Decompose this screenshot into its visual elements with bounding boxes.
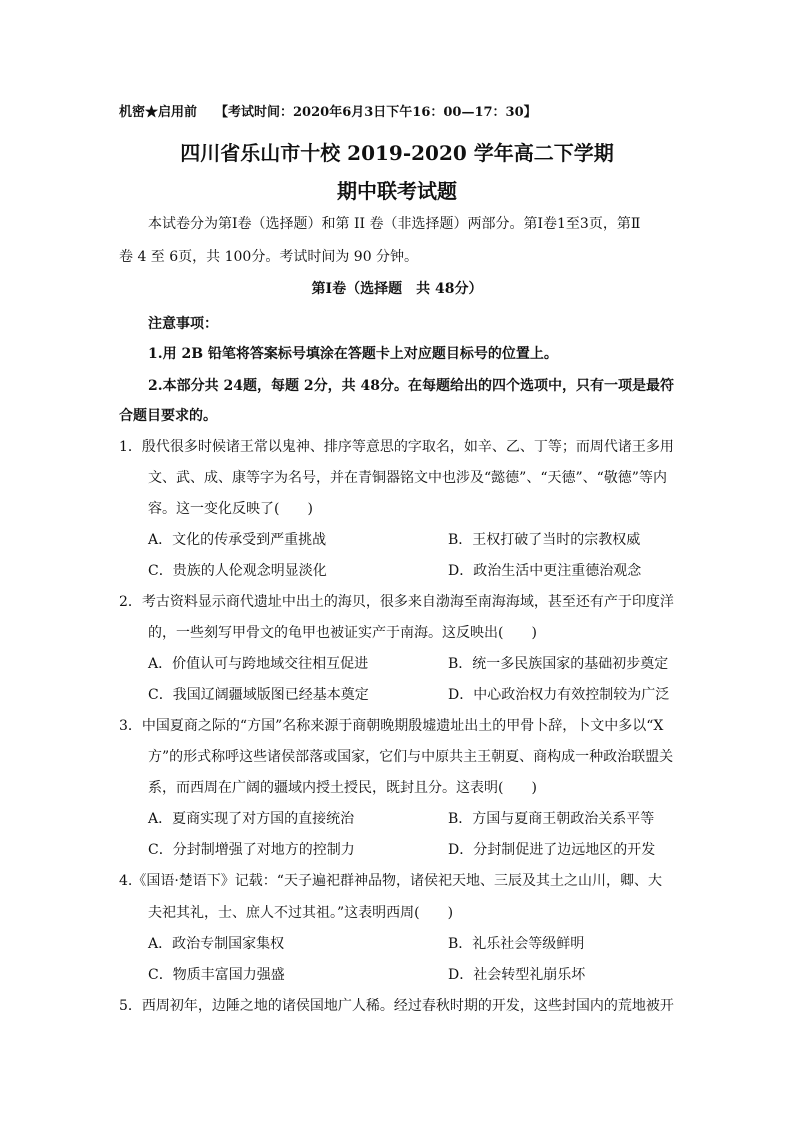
question-4-line-2: 夫祀其礼，士、庶人不过其祖。”这表明西周( ) <box>148 905 454 921</box>
question-3-option-a: A．夏商实现了对方国的直接统治 <box>148 811 355 827</box>
question-4-option-a: A．政治专制国家集权 <box>148 936 285 952</box>
question-1-option-d: D．政治生活中更注重德治观念 <box>448 563 642 579</box>
section-title: 第Ⅰ卷（选择题 共 48分） <box>311 281 483 297</box>
question-2-line-1: 2．考古资料显示商代遗址中出土的海贝，很多来自渤海至南海海域，甚至还有产于印度洋 <box>119 594 674 610</box>
question-1-option-c: C．贵族的人伦观念明显淡化 <box>148 563 327 579</box>
question-3-option-c: C．分封制增强了对地方的控制力 <box>148 842 355 858</box>
question-4-option-d: D．社会转型礼崩乐坏 <box>448 967 586 983</box>
question-2-option-d: D．中心政治权力有效控制较为广泛 <box>448 687 670 703</box>
question-3-option-d: D．分封制促进了边远地区的开发 <box>448 842 656 858</box>
page-subtitle: 期中联考试题 <box>337 179 457 203</box>
header-line <box>119 104 537 122</box>
notice-item-1: 1.用 2B 铅笔将答案标号填涂在答题卡上对应题目标号的位置上。 <box>148 346 558 362</box>
notice-item-2-line-1: 2.本部分共 24题，每题 2分，共 48分。在每题给出的四个选项中，只有一项是最符 <box>148 378 674 394</box>
question-1-option-b: B．王权打破了当时的宗教权威 <box>448 532 641 548</box>
question-4-option-b: B．礼乐社会等级鲜明 <box>448 936 585 952</box>
question-1-line-1: 1．殷代很多时候诸王常以鬼神、排序等意思的字取名，如辛、乙、丁等；而周代诸王多用 <box>119 439 674 455</box>
exam-time: 【考试时间：2020年6月3日下午16：00—17：30】 <box>215 105 537 120</box>
question-4-option-c: C．物质丰富国力强盛 <box>148 967 285 983</box>
question-3-line-3: 系，而西周在广阔的疆域内授土授民，既封且分。这表明( ) <box>148 780 537 796</box>
question-2-option-a: A．价值认可与跨地域交往相互促进 <box>148 656 369 672</box>
intro-line-1: 本试卷分为第Ⅰ卷（选择题）和第 II 卷（非选择题）两部分。第Ⅰ卷1至3页，第Ⅱ <box>148 216 641 232</box>
question-1-option-a: A．文化的传承受到严重挑战 <box>148 532 327 548</box>
intro-line-2: 卷 4 至 6页，共 100分。考试时间为 90 分钟。 <box>119 249 419 265</box>
question-1-line-3: 容。这一变化反映了( ) <box>148 501 313 517</box>
question-2-option-b: B．统一多民族国家的基础初步奠定 <box>448 656 669 672</box>
notice-label: 注意事项： <box>148 316 218 332</box>
question-3-line-1: 3．中国夏商之际的“方国”名称来源于商朝晚期殷墟遗址出土的甲骨卜辞，卜文中多以“X <box>119 718 664 734</box>
question-2-option-c: C．我国辽阔疆域版图已经基本奠定 <box>148 687 369 703</box>
page-title: 四川省乐山市十校 2019-2020 学年高二下学期 <box>180 141 614 165</box>
question-4-line-1: 4.《国语·楚语下》记载：“天子遍祀群神品物，诸侯祀天地、三辰及其土之山川，卿、大 <box>119 873 662 889</box>
notice-item-2-line-2: 合题目要求的。 <box>119 408 217 424</box>
question-2-line-2: 的，一些刻写甲骨文的龟甲也被证实产于南海。这反映出( ) <box>148 625 537 641</box>
question-3-line-2: 方”的形式称呼这些诸侯部落或国家，它们与中原共主王朝夏、商构成一种政治联盟关 <box>148 749 674 765</box>
question-3-option-b: B．方国与夏商王朝政治关系平等 <box>448 811 655 827</box>
question-1-line-2: 文、武、成、康等字为名号，并在青铜器铭文中也涉及“懿德”、“天德”、“敬德”等内 <box>148 470 667 486</box>
confidential-label: 机密★启用前 <box>119 105 198 120</box>
question-5-line-1: 5．西周初年，边陲之地的诸侯国地广人稀。经过春秋时期的开发，这些封国内的荒地被开 <box>119 998 674 1014</box>
